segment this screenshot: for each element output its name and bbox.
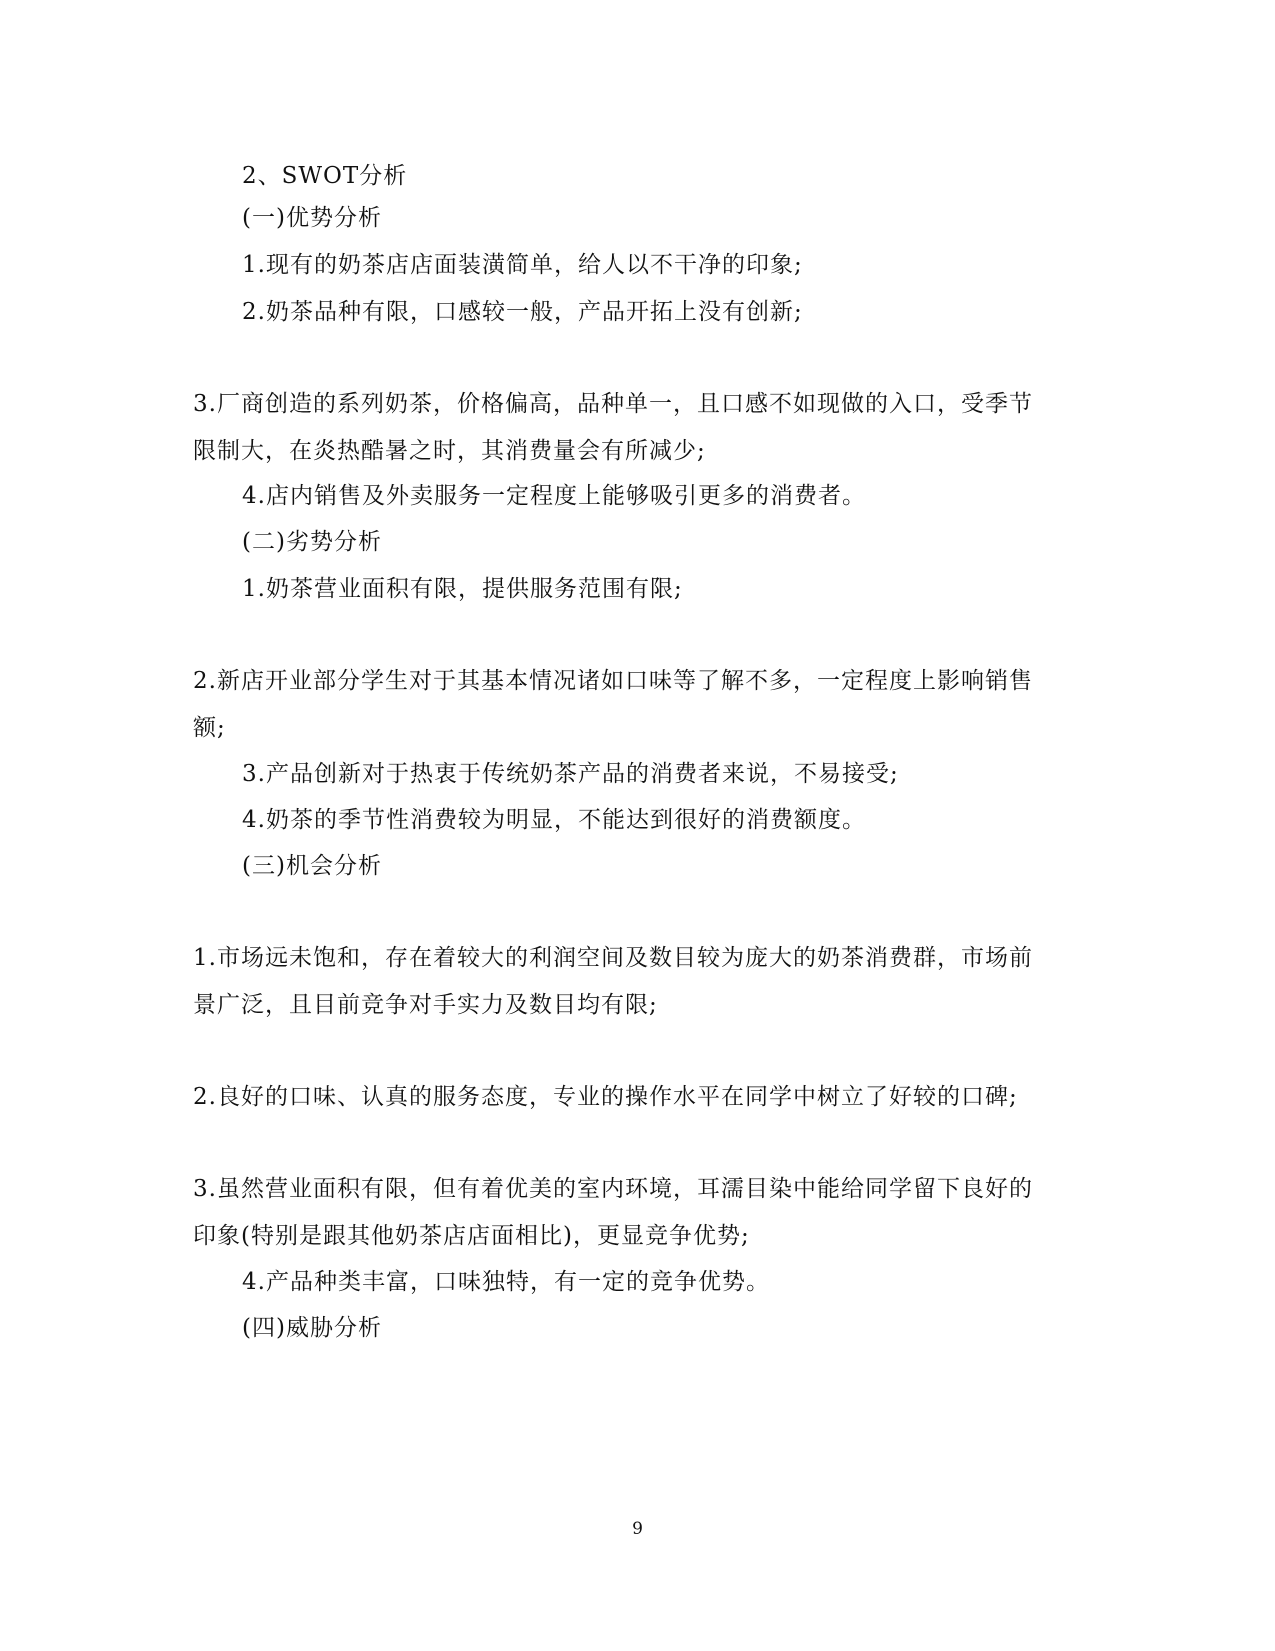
paragraph-strength-2: 2.奶茶品种有限，口感较一般，产品开拓上没有创新; xyxy=(242,299,803,325)
paragraph-opportunity-1-line-2: 景广泛，且目前竞争对手实力及数目均有限; xyxy=(193,992,658,1018)
section-heading-swot: 2、SWOT分析 xyxy=(242,163,408,189)
paragraph-opportunity-1-line-1: 1.市场远未饱和，存在着较大的利润空间及数目较为庞大的奶茶消费群，市场前 xyxy=(193,945,1033,971)
subheading-weaknesses: (二)劣势分析 xyxy=(242,529,382,555)
paragraph-opportunity-4: 4.产品种类丰富，口味独特，有一定的竞争优势。 xyxy=(242,1269,770,1295)
paragraph-opportunity-3-line-1: 3.虽然营业面积有限，但有着优美的室内环境，耳濡目染中能给同学留下良好的 xyxy=(193,1176,1033,1202)
subheading-threats: (四)威胁分析 xyxy=(242,1315,382,1341)
paragraph-weakness-3: 3.产品创新对于热衷于传统奶茶产品的消费者来说，不易接受; xyxy=(242,761,899,787)
paragraph-weakness-2-line-1: 2.新店开业部分学生对于其基本情况诸如口味等了解不多，一定程度上影响销售 xyxy=(193,668,1033,694)
paragraph-strength-3-line-1: 3.厂商创造的系列奶茶，价格偏高，品种单一，且口感不如现做的入口，受季节 xyxy=(193,391,1033,417)
paragraph-weakness-2-line-2: 额; xyxy=(193,715,226,741)
subheading-strengths: (一)优势分析 xyxy=(242,205,382,231)
paragraph-opportunity-2: 2.良好的口味、认真的服务态度，专业的操作水平在同学中树立了好较的口碑; xyxy=(193,1084,1018,1110)
paragraph-strength-3-line-2: 限制大，在炎热酷暑之时，其消费量会有所减少; xyxy=(193,438,706,464)
paragraph-weakness-4: 4.奶茶的季节性消费较为明显，不能达到很好的消费额度。 xyxy=(242,807,866,833)
subheading-opportunities: (三)机会分析 xyxy=(242,853,382,879)
page-number: 9 xyxy=(632,1519,643,1539)
paragraph-strength-1: 1.现有的奶茶店店面装潢简单，给人以不干净的印象; xyxy=(242,252,803,278)
paragraph-strength-4: 4.店内销售及外卖服务一定程度上能够吸引更多的消费者。 xyxy=(242,483,866,509)
paragraph-opportunity-3-line-2: 印象(特别是跟其他奶茶店店面相比)，更显竞争优势; xyxy=(193,1223,750,1249)
paragraph-weakness-1: 1.奶茶营业面积有限，提供服务范围有限; xyxy=(242,576,683,602)
